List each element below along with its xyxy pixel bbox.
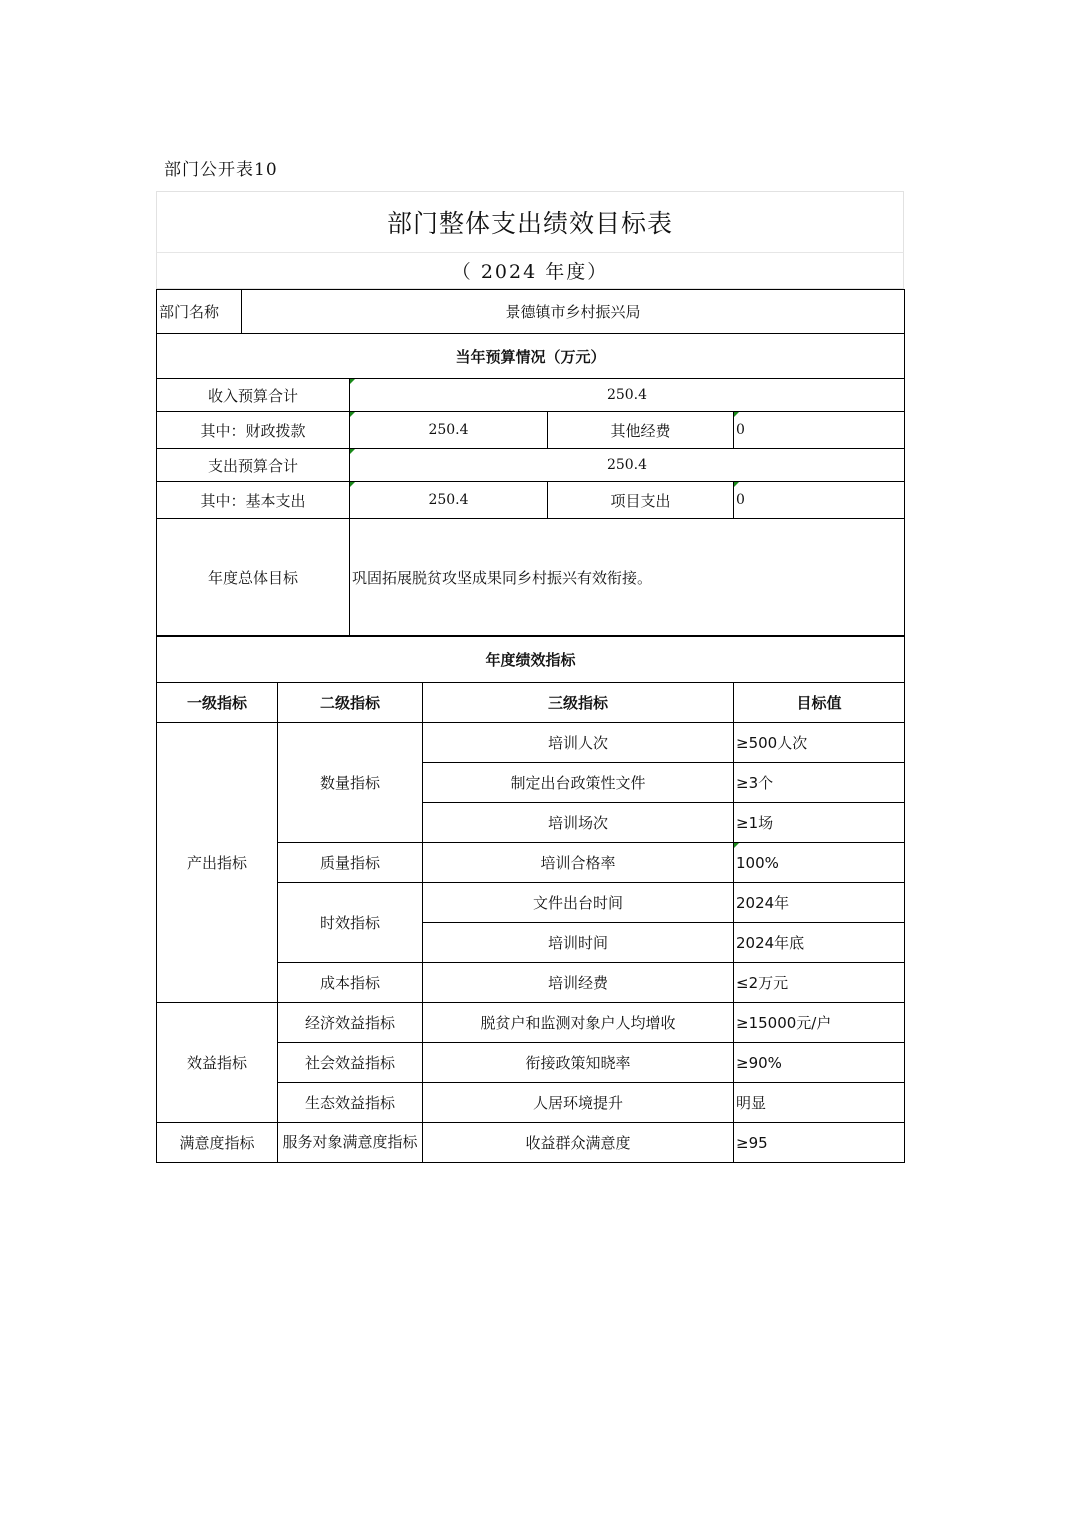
project-expense-label: 项目支出 [548,482,734,519]
indicator-target: ≤2万元 [734,963,905,1003]
income-total-label: 收入预算合计 [157,379,350,412]
income-total-value: 250.4 [350,379,905,412]
header-level3: 三级指标 [423,683,734,723]
sub-quantity: 数量指标 [278,723,423,843]
indicator-l3: 培训人次 [423,723,734,763]
expense-total-value: 250.4 [350,449,905,482]
dept-name-value: 景德镇市乡村振兴局 [242,290,905,334]
annual-goal-value: 巩固拓展脱贫攻坚成果同乡村振兴有效衔接。 [350,519,905,636]
fiscal-value: 250.4 [350,412,548,449]
other-funds-label: 其他经费 [548,412,734,449]
header-level1: 一级指标 [157,683,278,723]
indicator-target: ≥3个 [734,763,905,803]
year-line: （ 2024 年度） [156,252,904,289]
group-satisfaction: 满意度指标 [157,1123,278,1163]
sub-economic: 经济效益指标 [278,1003,423,1043]
indicator-target: ≥1场 [734,803,905,843]
header-level2: 二级指标 [278,683,423,723]
indicator-l3: 文件出台时间 [423,883,734,923]
annual-goal-label: 年度总体目标 [157,519,350,636]
expense-total-label: 支出预算合计 [157,449,350,482]
sheet-title: 部门整体支出绩效目标表 [156,191,904,252]
indicator-target: 2024年 [734,883,905,923]
indicator-l3: 脱贫户和监测对象户人均增收 [423,1003,734,1043]
performance-target-sheet [156,191,904,1163]
sub-quality: 质量指标 [278,843,423,883]
indicator-l3: 培训经费 [423,963,734,1003]
sub-timeliness: 时效指标 [278,883,423,963]
indicator-target: ≥90% [734,1043,905,1083]
indicator-l3: 培训场次 [423,803,734,843]
indicator-target: 明显 [734,1083,905,1123]
indicator-table [156,636,905,1163]
sub-social: 社会效益指标 [278,1043,423,1083]
indicator-target: ≥500人次 [734,723,905,763]
sub-cost: 成本指标 [278,963,423,1003]
project-expense-value: 0 [734,482,905,519]
indicator-target: 100% [734,843,905,883]
indicator-l3: 衔接政策知晓率 [423,1043,734,1083]
sub-service: 服务对象满意度指标 [278,1123,423,1163]
budget-table [156,289,905,636]
indicator-l3: 培训时间 [423,923,734,963]
indicator-l3: 收益群众满意度 [423,1123,734,1163]
document-label: 部门公开表10 [164,160,278,180]
basic-expense-value: 250.4 [350,482,548,519]
indicator-l3: 培训合格率 [423,843,734,883]
header-target: 目标值 [734,683,905,723]
budget-section-header: 当年预算情况（万元） [157,334,905,379]
indicator-target: 2024年底 [734,923,905,963]
indicator-l3: 人居环境提升 [423,1083,734,1123]
indicator-target: ≥15000元/户 [734,1003,905,1043]
other-funds-value: 0 [734,412,905,449]
basic-expense-label: 其中：基本支出 [157,482,350,519]
indicator-target: ≥95 [734,1123,905,1163]
dept-name-label: 部门名称 [157,290,242,334]
perf-section-header: 年度绩效指标 [157,637,905,683]
sub-ecological: 生态效益指标 [278,1083,423,1123]
group-benefit: 效益指标 [157,1003,278,1123]
group-output: 产出指标 [157,723,278,1003]
fiscal-label: 其中：财政拨款 [157,412,350,449]
indicator-l3: 制定出台政策性文件 [423,763,734,803]
